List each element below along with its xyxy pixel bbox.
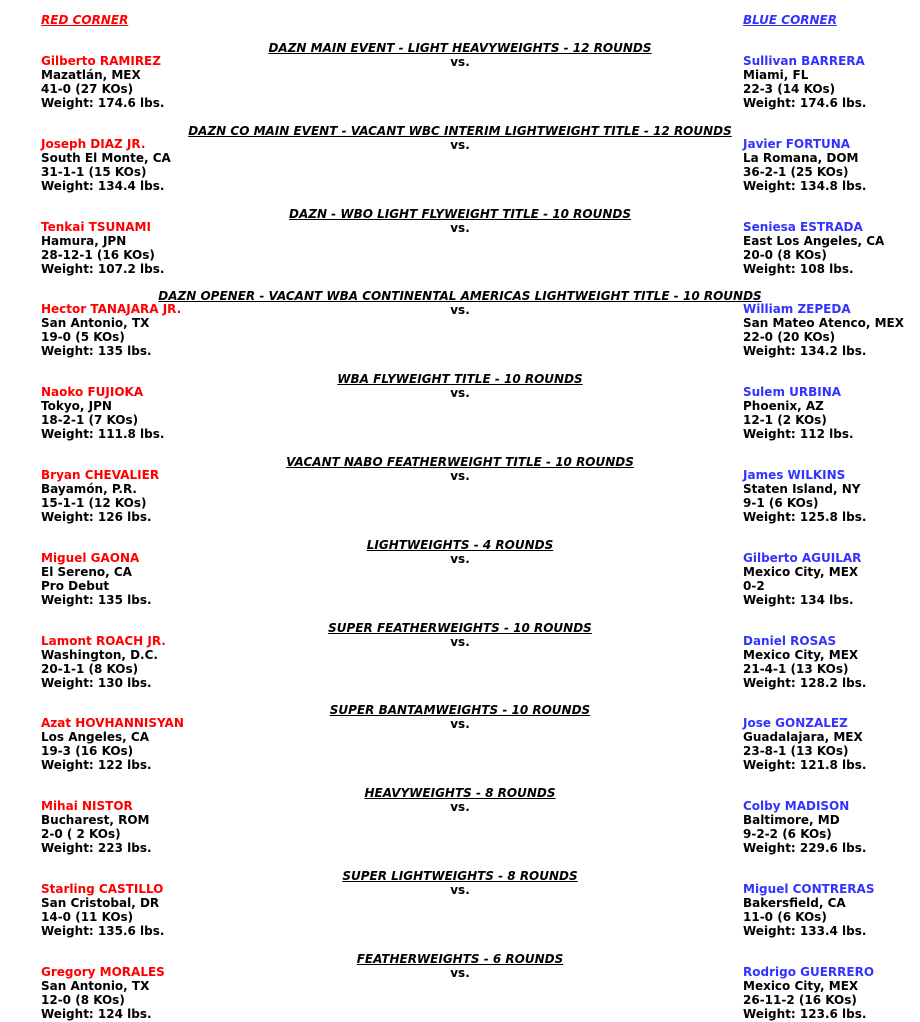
bout bbox=[0, 289, 920, 359]
vs-label: vs. bbox=[450, 717, 470, 731]
fighter-hometown: Mexico City, MEX bbox=[743, 565, 859, 579]
fighter-record: 15-1-1 (12 KOs) bbox=[41, 496, 147, 510]
bout-title: DAZN OPENER - VACANT WBA CONTINENTAL AMERICAS LIGHTWEIGHT TITLE - 10 ROUNDS bbox=[158, 289, 762, 303]
fighter-weight: Weight: 134.8 lbs. bbox=[743, 179, 867, 193]
red-fighter bbox=[41, 220, 164, 276]
vs-label: vs. bbox=[450, 800, 470, 814]
fighter-record: 21-4-1 (13 KOs) bbox=[743, 662, 849, 676]
fighter-name: Sullivan BARRERA bbox=[743, 54, 865, 68]
fighter-name: Tenkai TSUNAMI bbox=[41, 220, 151, 234]
bout bbox=[0, 621, 920, 691]
fighter-hometown: San Antonio, TX bbox=[41, 316, 150, 330]
vs-label: vs. bbox=[450, 386, 470, 400]
fighter-name: Bryan CHEVALIER bbox=[41, 468, 160, 482]
fighter-record: 12-0 (8 KOs) bbox=[41, 993, 125, 1007]
fighter-weight: Weight: 111.8 lbs. bbox=[41, 427, 165, 441]
fighter-name: Joseph DIAZ JR. bbox=[41, 137, 146, 151]
fighter-hometown: Bakersfield, CA bbox=[743, 896, 846, 910]
fighter-weight: Weight: 130 lbs. bbox=[41, 676, 152, 690]
fighter-weight: Weight: 133.4 lbs. bbox=[743, 924, 867, 938]
fighter-name: Starling CASTILLO bbox=[41, 882, 164, 896]
vs-label: vs. bbox=[450, 635, 470, 649]
fighter-record: 22-0 (20 KOs) bbox=[743, 330, 836, 344]
fighter-record: 12-1 (2 KOs) bbox=[743, 413, 827, 427]
vs-label: vs. bbox=[450, 303, 470, 317]
fighter-record: 11-0 (6 KOs) bbox=[743, 910, 827, 924]
red-corner-header: RED CORNER bbox=[41, 13, 129, 27]
fighter-weight: Weight: 229.6 lbs. bbox=[743, 841, 867, 855]
bout-title: DAZN - WBO LIGHT FLYWEIGHT TITLE - 10 ROUNDS bbox=[289, 207, 631, 221]
fighter-hometown: Mexico City, MEX bbox=[743, 979, 859, 993]
fighter-weight: Weight: 107.2 lbs. bbox=[41, 262, 165, 276]
bout-title: LIGHTWEIGHTS - 4 ROUNDS bbox=[366, 538, 554, 552]
fighter-weight: Weight: 135 lbs. bbox=[41, 593, 152, 607]
bout bbox=[0, 786, 920, 856]
bout bbox=[0, 869, 920, 939]
blue-fighter bbox=[743, 551, 861, 607]
fighter-hometown: Bayamón, P.R. bbox=[41, 482, 137, 496]
fighter-record: 22-3 (14 KOs) bbox=[743, 82, 836, 96]
bout bbox=[0, 538, 920, 608]
red-fighter bbox=[41, 54, 164, 110]
fighter-hometown: Washington, D.C. bbox=[41, 648, 158, 662]
blue-fighter bbox=[743, 54, 866, 110]
fighter-hometown: South El Monte, CA bbox=[41, 151, 171, 165]
fighter-weight: Weight: 223 lbs. bbox=[41, 841, 152, 855]
fighter-record: Pro Debut bbox=[41, 579, 110, 593]
red-fighter bbox=[41, 385, 164, 441]
fighter-weight: Weight: 121.8 lbs. bbox=[743, 758, 867, 772]
fighter-record: 41-0 (27 KOs) bbox=[41, 82, 134, 96]
blue-fighter bbox=[743, 137, 866, 193]
fighter-name: Mihai NISTOR bbox=[41, 799, 133, 813]
red-fighter bbox=[41, 965, 165, 1021]
bout-title: SUPER FEATHERWEIGHTS - 10 ROUNDS bbox=[328, 621, 592, 635]
vs-label: vs. bbox=[450, 221, 470, 235]
vs-label: vs. bbox=[450, 883, 470, 897]
bout-title: WBA FLYWEIGHT TITLE - 10 ROUNDS bbox=[337, 372, 583, 386]
red-fighter bbox=[41, 302, 181, 358]
fighter-hometown: San Cristobal, DR bbox=[41, 896, 160, 910]
fighter-weight: Weight: 135 lbs. bbox=[41, 344, 152, 358]
fighter-hometown: Guadalajara, MEX bbox=[743, 730, 863, 744]
fighter-record: 19-0 (5 KOs) bbox=[41, 330, 125, 344]
red-fighter bbox=[41, 551, 152, 607]
fighter-weight: Weight: 123.6 lbs. bbox=[743, 1007, 867, 1021]
fighter-hometown: Baltimore, MD bbox=[743, 813, 840, 827]
blue-fighter bbox=[743, 385, 854, 441]
fighter-hometown: Mazatlán, MEX bbox=[41, 68, 141, 82]
vs-label: vs. bbox=[450, 469, 470, 483]
fighter-weight: Weight: 134.2 lbs. bbox=[743, 344, 867, 358]
red-fighter bbox=[41, 716, 184, 772]
fighter-name: Gregory MORALES bbox=[41, 965, 165, 979]
fighter-name: Hector TANAJARA JR. bbox=[41, 302, 182, 316]
red-fighter bbox=[41, 137, 171, 193]
fighter-record: 19-3 (16 KOs) bbox=[41, 744, 134, 758]
fighter-name: James WILKINS bbox=[743, 468, 846, 482]
fighter-name: Azat HOVHANNISYAN bbox=[41, 716, 184, 730]
bout-title: FEATHERWEIGHTS - 6 ROUNDS bbox=[356, 952, 564, 966]
fighter-record: 18-2-1 (7 KOs) bbox=[41, 413, 139, 427]
fighter-name: Miguel GAONA bbox=[41, 551, 140, 565]
fighter-weight: Weight: 134.4 lbs. bbox=[41, 179, 165, 193]
fighter-weight: Weight: 134 lbs. bbox=[743, 593, 854, 607]
fighter-name: Daniel ROSAS bbox=[743, 634, 837, 648]
fighter-weight: Weight: 135.6 lbs. bbox=[41, 924, 165, 938]
blue-fighter bbox=[743, 634, 866, 690]
fighter-record: 14-0 (11 KOs) bbox=[41, 910, 134, 924]
vs-label: vs. bbox=[450, 552, 470, 566]
vs-label: vs. bbox=[450, 138, 470, 152]
fighter-hometown: Staten Island, NY bbox=[743, 482, 861, 496]
fighter-record: 36-2-1 (25 KOs) bbox=[743, 165, 849, 179]
bout bbox=[0, 41, 920, 111]
bout bbox=[0, 372, 920, 442]
fighter-record: 9-1 (6 KOs) bbox=[743, 496, 819, 510]
fighter-hometown: San Mateo Atenco, MEX bbox=[743, 316, 904, 330]
fighter-name: Seniesa ESTRADA bbox=[743, 220, 863, 234]
red-fighter bbox=[41, 882, 164, 938]
fighter-name: Rodrigo GUERRERO bbox=[743, 965, 875, 979]
blue-fighter bbox=[743, 882, 874, 938]
fighter-record: 0-2 bbox=[743, 579, 765, 593]
fighter-weight: Weight: 126 lbs. bbox=[41, 510, 152, 524]
fighter-hometown: Hamura, JPN bbox=[41, 234, 127, 248]
fighter-weight: Weight: 108 lbs. bbox=[743, 262, 854, 276]
fighter-hometown: Miami, FL bbox=[743, 68, 809, 82]
fighter-hometown: Tokyo, JPN bbox=[41, 399, 112, 413]
fighter-record: 28-12-1 (16 KOs) bbox=[41, 248, 155, 262]
red-fighter bbox=[41, 468, 159, 524]
fighter-record: 26-11-2 (16 KOs) bbox=[743, 993, 857, 1007]
bout-title: VACANT NABO FEATHERWEIGHT TITLE - 10 ROUNDS bbox=[286, 455, 634, 469]
fighter-weight: Weight: 122 lbs. bbox=[41, 758, 152, 772]
blue-fighter bbox=[743, 965, 874, 1021]
blue-fighter bbox=[743, 302, 904, 358]
fighter-name: Gilberto AGUILAR bbox=[743, 551, 862, 565]
blue-corner-header: BLUE CORNER bbox=[743, 13, 837, 27]
fighter-hometown: Mexico City, MEX bbox=[743, 648, 859, 662]
fighter-hometown: El Sereno, CA bbox=[41, 565, 132, 579]
fighter-weight: Weight: 112 lbs. bbox=[743, 427, 854, 441]
vs-label: vs. bbox=[450, 966, 470, 980]
fighter-weight: Weight: 174.6 lbs. bbox=[41, 96, 165, 110]
bout bbox=[0, 703, 920, 773]
red-fighter bbox=[41, 799, 152, 855]
fighter-weight: Weight: 125.8 lbs. bbox=[743, 510, 867, 524]
fighter-name: Colby MADISON bbox=[743, 799, 850, 813]
bout-title: DAZN CO MAIN EVENT - VACANT WBC INTERIM LIGHTWEIGHT TITLE - 12 ROUNDS bbox=[188, 124, 732, 138]
fighter-name: Lamont ROACH JR. bbox=[41, 634, 166, 648]
fighter-hometown: Phoenix, AZ bbox=[743, 399, 824, 413]
fighter-hometown: East Los Angeles, CA bbox=[743, 234, 885, 248]
fighter-record: 31-1-1 (15 KOs) bbox=[41, 165, 147, 179]
fighter-weight: Weight: 128.2 lbs. bbox=[743, 676, 867, 690]
fighter-record: 20-0 (8 KOs) bbox=[743, 248, 827, 262]
vs-label: vs. bbox=[450, 55, 470, 69]
fighter-record: 20-1-1 (8 KOs) bbox=[41, 662, 139, 676]
fighter-hometown: Los Angeles, CA bbox=[41, 730, 149, 744]
fighter-weight: Weight: 174.6 lbs. bbox=[743, 96, 867, 110]
blue-fighter bbox=[743, 468, 866, 524]
fighter-hometown: Bucharest, ROM bbox=[41, 813, 150, 827]
fighter-hometown: San Antonio, TX bbox=[41, 979, 150, 993]
blue-fighter bbox=[743, 799, 866, 855]
blue-fighter bbox=[743, 220, 884, 276]
bout bbox=[0, 124, 920, 194]
fighter-name: Jose GONZALEZ bbox=[743, 716, 848, 730]
fighter-name: Javier FORTUNA bbox=[743, 137, 851, 151]
fighter-name: Sulem URBINA bbox=[743, 385, 842, 399]
bout-title: SUPER BANTAMWEIGHTS - 10 ROUNDS bbox=[329, 703, 591, 717]
bout bbox=[0, 952, 920, 1022]
bout-title: SUPER LIGHTWEIGHTS - 8 ROUNDS bbox=[342, 869, 578, 883]
bout bbox=[0, 207, 920, 277]
blue-fighter bbox=[743, 716, 866, 772]
fighter-name: William ZEPEDA bbox=[743, 302, 851, 316]
fighter-name: Naoko FUJIOKA bbox=[41, 385, 144, 399]
bout-title: HEAVYWEIGHTS - 8 ROUNDS bbox=[364, 786, 556, 800]
fighter-name: Gilberto RAMIREZ bbox=[41, 54, 161, 68]
fighter-name: Miguel CONTRERAS bbox=[743, 882, 875, 896]
bout bbox=[0, 455, 920, 525]
fighter-weight: Weight: 124 lbs. bbox=[41, 1007, 152, 1021]
red-fighter bbox=[41, 634, 166, 690]
fighter-record: 2-0 ( 2 KOs) bbox=[41, 827, 121, 841]
fighter-hometown: La Romana, DOM bbox=[743, 151, 859, 165]
fighter-record: 23-8-1 (13 KOs) bbox=[743, 744, 849, 758]
bout-title: DAZN MAIN EVENT - LIGHT HEAVYWEIGHTS - 12 ROUNDS bbox=[268, 41, 652, 55]
fighter-record: 9-2-2 (6 KOs) bbox=[743, 827, 832, 841]
